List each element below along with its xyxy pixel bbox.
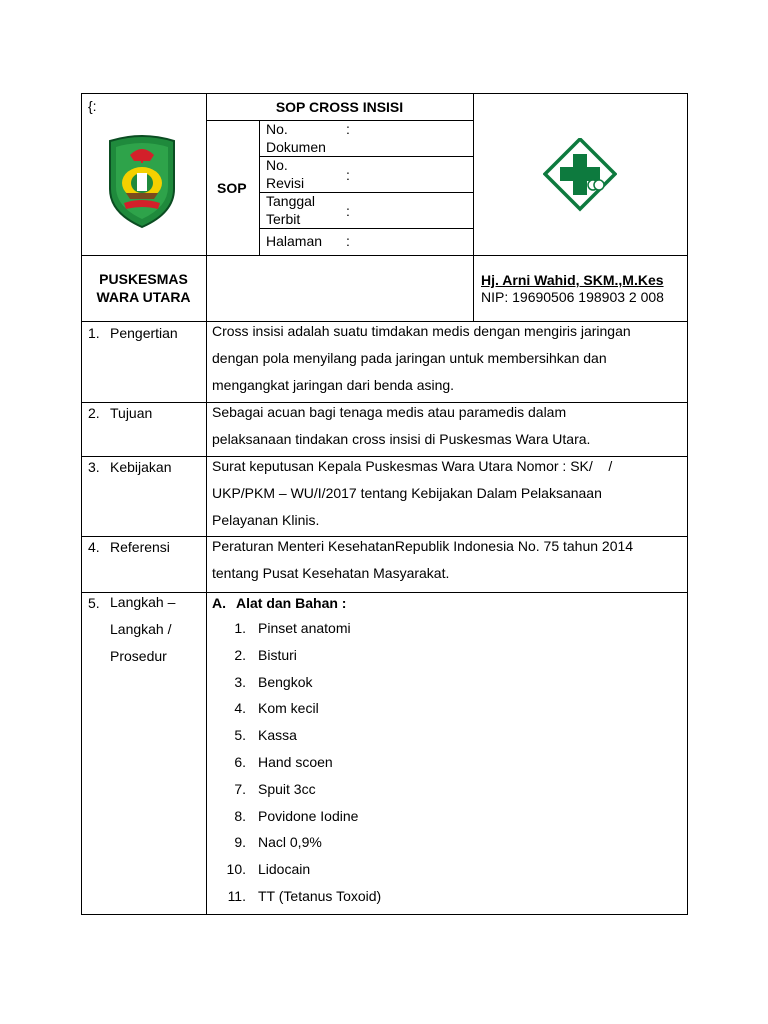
- row-content-line: pelaksanaan tindakan cross insisi di Puskesmas Wara Utara.: [212, 430, 591, 447]
- row-number: 5.: [88, 595, 100, 611]
- row-content-line: Pelayanan Klinis.: [212, 511, 320, 528]
- row-content-line: Surat keputusan Kepala Puskesmas Wara Utara Nomor : SK/ /: [212, 458, 613, 474]
- list-item: 6. Hand scoen: [234, 754, 333, 770]
- row-content-line: dengan pola menyilang pada jaringan untuk membersihkan dan: [212, 349, 607, 366]
- section-letter: A.: [212, 595, 226, 611]
- row-number: 4.: [88, 539, 100, 555]
- list-item: 5. Kassa: [234, 727, 297, 744]
- list-item: 3. Bengkok: [234, 673, 313, 690]
- row-label: Referensi: [110, 539, 170, 555]
- row-label: Langkah – Langkah / Prosedur: [110, 594, 176, 664]
- list-item: 4. Kom kecil: [234, 700, 319, 717]
- row-label: Tujuan: [110, 405, 153, 421]
- field-halaman-sep: :: [346, 233, 350, 249]
- row-number: 3.: [88, 459, 100, 475]
- list-item: 2. Bisturi: [234, 646, 297, 663]
- list-item: 10. Lidocain: [226, 861, 311, 878]
- row-content-line: mengangkat jaringan dari benda asing.: [212, 376, 455, 393]
- signer-name: Hj. Arni Wahid, SKM.,M.Kes: [481, 272, 664, 288]
- row-label: Kebijakan: [110, 459, 172, 475]
- row-content-line: Cross insisi adalah suatu timdakan medis dengan mengiris jaringan: [212, 323, 631, 339]
- document-title: SOP CROSS INSISI: [275, 99, 404, 115]
- row-content-line: tentang Pusat Kesehatan Masyarakat.: [212, 564, 450, 581]
- row-content-line: UKP/PKM – WU/I/2017 tentang Kebijakan Dalam Pelaksanaan: [212, 484, 602, 501]
- corner-mark: {:: [88, 98, 97, 114]
- row-content-line: Sebagai acuan bagi tenaga medis atau paramedis dalam: [212, 404, 567, 420]
- signer-nip: NIP: 19690506 198903 2 008: [481, 289, 664, 305]
- field-tanggal-terbit-label: Tanggal Terbit: [266, 193, 316, 227]
- field-halaman-label: Halaman: [266, 233, 323, 249]
- puskesmas-logo: [543, 138, 617, 232]
- field-no-dokumen-sep: :: [346, 121, 350, 137]
- list-item: 1. Pinset anatomi: [234, 620, 351, 636]
- row-number: 2.: [88, 405, 100, 421]
- row-label: Pengertian: [110, 325, 178, 341]
- field-no-dokumen-label: No. Dokumen: [266, 121, 326, 155]
- sop-label: SOP: [217, 180, 247, 196]
- field-no-revisi-sep: :: [346, 167, 350, 183]
- list-item: 11. TT (Tetanus Toxoid): [227, 888, 382, 904]
- section-title: Alat dan Bahan :: [236, 595, 347, 611]
- org-name: PUSKESMAS WARA UTARA: [96, 271, 191, 305]
- list-item: 7. Spuit 3cc: [234, 780, 316, 797]
- list-item: 8. Povidone Iodine: [234, 807, 359, 824]
- row-number: 1.: [88, 325, 100, 341]
- row-content-line: Peraturan Menteri KesehatanRepublik Indonesia No. 75 tahun 2014: [212, 538, 634, 554]
- field-tanggal-terbit-sep: :: [346, 203, 350, 219]
- field-no-revisi-label: No. Revisi: [266, 157, 305, 191]
- list-item: 9. Nacl 0,9%: [234, 834, 322, 851]
- city-emblem-logo: [104, 133, 180, 229]
